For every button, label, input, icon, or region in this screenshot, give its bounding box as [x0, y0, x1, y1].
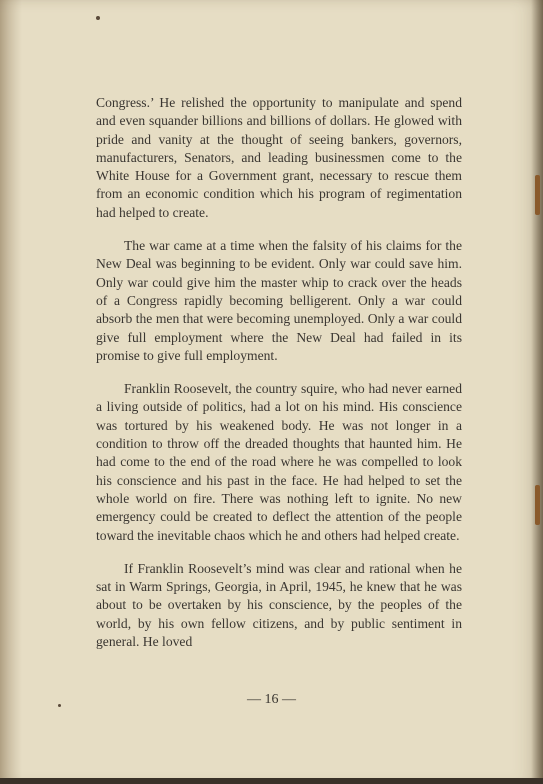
paragraph: Franklin Roosevelt, the country squire, who had never earned a living outside of politics, had a lot on his mind. His conscience was tortured by his weakened body. He was not longer in a condition to throw off the dreaded thoughts that haunted him. He had come to the end of the road where he was compelled to look his conscience and his past in the face. He had helped to set the whole world on fire. There was nothing left to ignite. No new emergency could be created to deflect the attention of the people toward the inevitable chaos which he and others had helped create.: [96, 381, 462, 543]
paragraph: If Franklin Roosevelt’s mind was clear and rational when he sat in Warm Springs, Georgia, in April, 1945, he knew that he was about to be overtaken by his conscience, by the peoples of the world, by his own fellow citizens, and by public sentiment in general. He loved: [96, 560, 462, 650]
binding-shadow: [0, 0, 22, 784]
body-text: [96, 94, 462, 666]
paragraph: Congress.’ He relished the opportunity to manipulate and spend and even squander billions and billions of dollars. He glowed with pride and vanity at the thought of seeing bankers, governors, manufacturers, Senators, and leading businessmen come to the White House for a Government grant, necessary to rescue them from an economic condition which his program of regimentation had helped to create.: [96, 95, 462, 220]
page-number: — 16 —: [247, 692, 296, 707]
page-right-edge: [531, 0, 543, 784]
page-bottom-edge: [0, 778, 543, 784]
paragraph: The war came at a time when the falsity of his claims for the New Deal was beginning to be evident. Only war could save him. Only war could give him the master whip to crack over the heads of a Congress rapidly becoming belligerent. Only a war could absorb the men that were becoming unemployed. Only a war could give full employment where the New Deal had failed in its promise to give full employment.: [96, 238, 462, 363]
paper-speck: [96, 16, 100, 20]
page-tab-mark: [535, 485, 540, 525]
page-tab-mark: [535, 175, 540, 215]
